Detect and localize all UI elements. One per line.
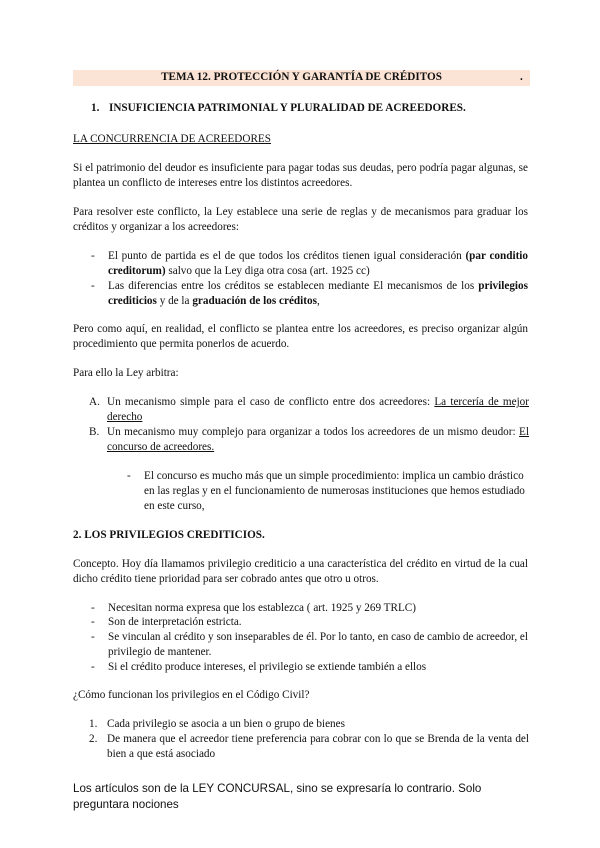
letter-mark: B. xyxy=(89,426,100,438)
paragraph-4: Para ello la Ley arbitra: xyxy=(73,367,179,379)
bullet-mark: - xyxy=(91,631,95,643)
bullet-text: Son de interpretación estricta. xyxy=(108,616,242,628)
bullet-mark: - xyxy=(91,616,95,628)
letter-mark: A. xyxy=(89,396,100,408)
paragraph-2: Para resolver este conflicto, la Ley establece una serie de reglas y de mecanismos para graduar los créditos y organizar a los acreedores: xyxy=(73,206,528,233)
bullet-mark: - xyxy=(91,602,95,614)
title-dot: . xyxy=(520,71,523,83)
paragraph-5: Concepto. Hoy día llamamos privilegio crediticio a una característica del crédito en virtud de la cual dicho crédito tiene prioridad para ser cobrado antes que otro u otros. xyxy=(73,558,528,585)
paragraph-1: Si el patrimonio del deudor es insuficiente para pagar todas sus deudas, pero podría pagar algunas, se plantea un conflicto de intereses entre los distintos acreedores. xyxy=(73,162,528,189)
concurrencia-heading: LA CONCURRENCIA DE ACREEDORES xyxy=(73,133,271,145)
section1-number: 1. xyxy=(91,102,100,114)
bullet-text-pre: Las diferencias entre los créditos se establecen mediante El mecanismos de los xyxy=(108,280,479,292)
letter-text xyxy=(107,395,529,425)
bullet-text-post: salvo que la Ley diga otra cosa (art. 1925 cc) xyxy=(165,265,370,277)
bullet-text xyxy=(108,279,528,309)
number-mark: 1. xyxy=(89,718,98,730)
number-mark: 2. xyxy=(89,733,98,745)
bullet-text: Necesitan norma expresa que los establezca ( art. 1925 y 269 TRLC) xyxy=(108,602,416,614)
note-text: Los artículos son de la LEY CONCURSAL, sino se expresaría lo contrario. Solo preguntara nociones xyxy=(73,782,482,811)
letter-text-main: Un mecanismo muy complejo para organizar a todos los acreedores de un mismo deudor: xyxy=(107,426,520,438)
page-title: TEMA 12. PROTECCIÓN Y GARANTÍA DE CRÉDITOS xyxy=(161,71,442,83)
bullet-text-post: , xyxy=(316,295,320,307)
letter-text-link: La tercería de mejor derecho xyxy=(107,396,529,423)
letter-text xyxy=(107,425,529,455)
bullet-text-bold: (par conditio creditorum) xyxy=(108,250,528,277)
section1-heading: INSUFICIENCIA PATRIMONIAL Y PLURALIDAD DE ACREEDORES. xyxy=(109,102,466,114)
bullet-mark: - xyxy=(91,250,95,262)
letter-text-main: Un mecanismo simple para el caso de conflicto entre dos acreedores: xyxy=(107,396,435,408)
bullet-text-mid: y de la xyxy=(156,295,193,307)
bullet-text-pre: El punto de partida es el de que todos los créditos tienen igual consideración xyxy=(108,250,466,262)
section2-heading: 2. LOS PRIVILEGIOS CREDITICIOS. xyxy=(73,529,265,541)
letter-text-link: El concurso de acreedores. xyxy=(107,426,529,453)
bullet-text: Si el crédito produce intereses, el privilegio se extiende también a ellos xyxy=(108,661,427,673)
sub-bullet-text: El concurso es mucho más que un simple procedimiento: implica un cambio drástico en las reglas y en el funcionamiento de numerosas instituciones que hemos estudiado en este curso, xyxy=(144,470,525,512)
numbered-text: Cada privilegio se asocia a un bien o grupo de bienes xyxy=(107,718,345,730)
bullet-mark: - xyxy=(91,280,95,292)
bullet-text xyxy=(108,249,528,279)
numbered-text: De manera que el acreedor tiene preferencia para cobrar con lo que se Brenda de la venta del bien a que está asociado xyxy=(107,733,529,760)
bullet-mark: - xyxy=(127,470,131,482)
question: ¿Cómo funcionan los privilegios en el Código Civil? xyxy=(73,689,310,701)
bullet-text: Se vinculan al crédito y son inseparables de él. Por lo tanto, en caso de cambio de acreedor, el privilegio de mantener. xyxy=(108,631,528,658)
bullet-text-bold2: graduación de los créditos xyxy=(192,295,317,307)
bullet-text-bold: privilegios crediticios xyxy=(108,280,528,307)
paragraph-3: Pero como aquí, en realidad, el conflicto se plantea entre los acreedores, es preciso organizar algún procedimiento que permita ponerlos de acuerdo. xyxy=(73,323,528,350)
bullet-mark: - xyxy=(91,661,95,673)
